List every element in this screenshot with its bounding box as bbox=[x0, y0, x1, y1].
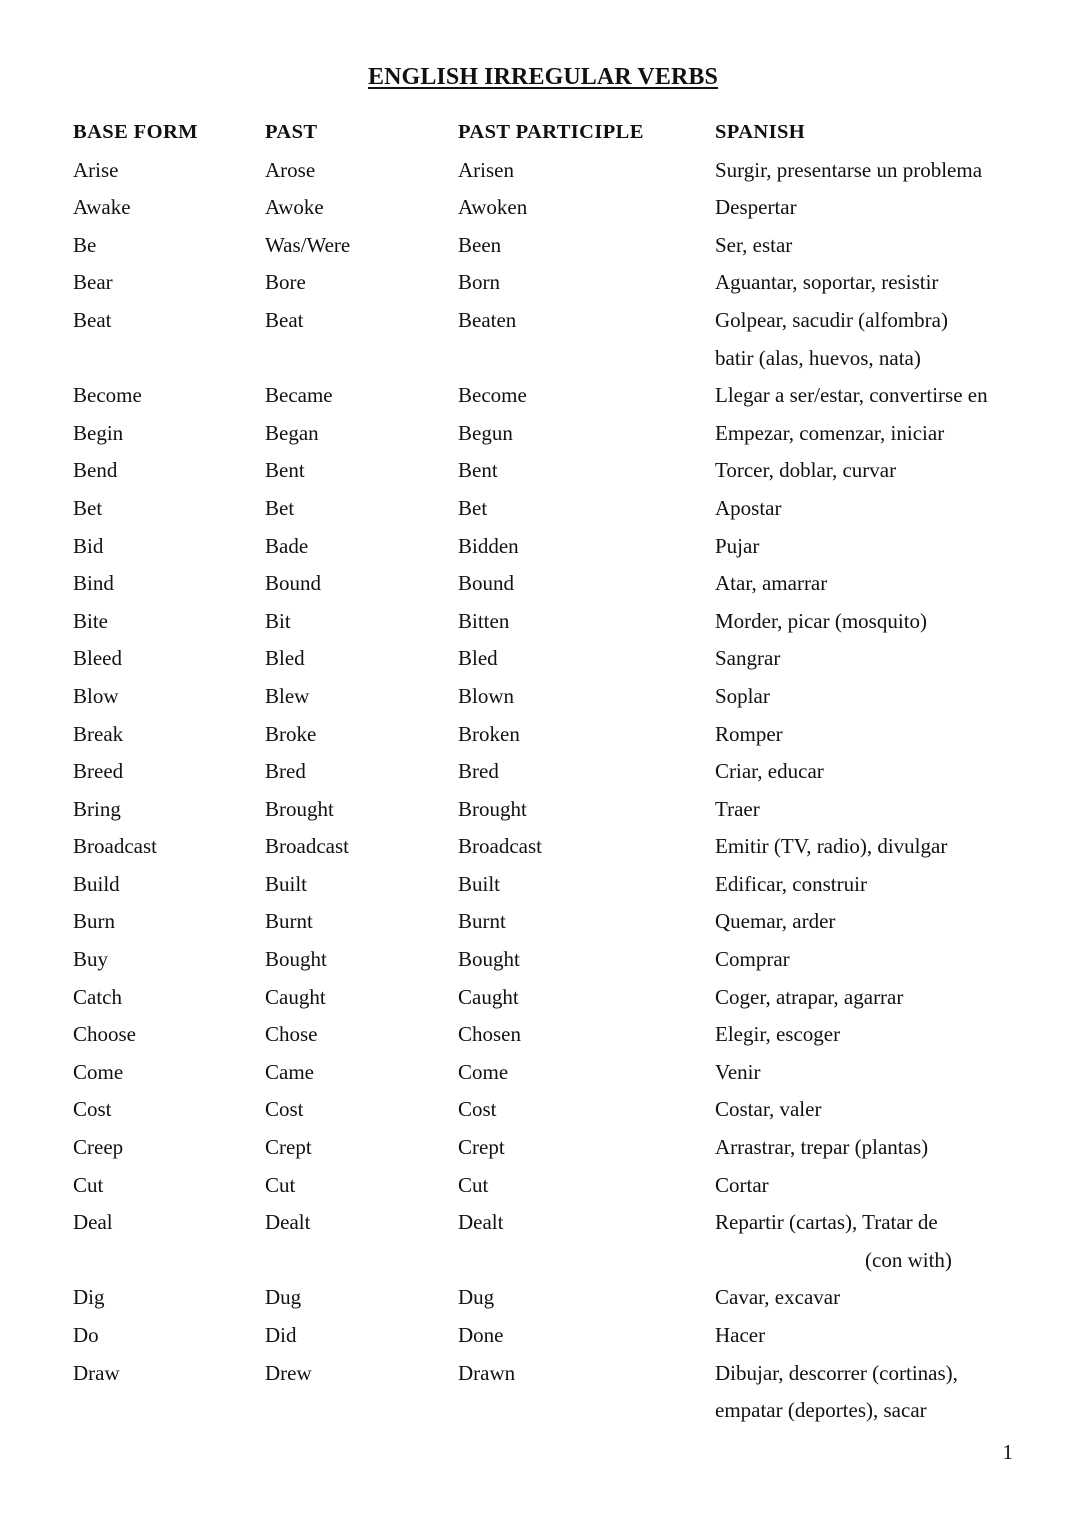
table-row bbox=[73, 1355, 1033, 1393]
cell-base-form: Do bbox=[73, 1323, 99, 1347]
cell-past: Cut bbox=[265, 1172, 296, 1197]
table-row bbox=[73, 565, 1033, 603]
table-row bbox=[73, 1317, 1033, 1355]
cell-past-participle: Awoken bbox=[458, 195, 528, 220]
cell-past: Cost bbox=[265, 1097, 304, 1122]
cell-spanish: Pujar bbox=[715, 533, 760, 558]
header-spanish: SPANISH bbox=[715, 121, 806, 143]
cell-past-participle: Come bbox=[458, 1059, 509, 1084]
cell-spanish: batir (alas, huevos, nata) bbox=[715, 345, 921, 370]
cell-past: Bled bbox=[265, 646, 305, 671]
header-base-form: BASE FORM bbox=[73, 121, 198, 143]
table-row bbox=[73, 941, 1033, 979]
cell-past-participle: Broken bbox=[458, 721, 520, 746]
table-row bbox=[73, 866, 1033, 904]
cell-past-participle: Built bbox=[458, 871, 501, 896]
cell-past-participle: Been bbox=[458, 232, 502, 257]
cell-spanish: Cortar bbox=[715, 1172, 769, 1197]
cell-past: Caught bbox=[265, 984, 326, 1009]
header-past-participle: PAST PARTICIPLE bbox=[458, 121, 644, 143]
cell-past: Arose bbox=[265, 157, 316, 182]
cell-base-form: Burn bbox=[73, 909, 115, 934]
cell-past-participle: Cost bbox=[458, 1097, 497, 1122]
cell-past-participle: Done bbox=[458, 1323, 504, 1347]
cell-spanish: Criar, educar bbox=[715, 759, 824, 784]
cell-base-form: Catch bbox=[73, 984, 122, 1009]
table-row bbox=[73, 903, 1033, 941]
table-row bbox=[73, 753, 1033, 791]
cell-past-participle: Broadcast bbox=[458, 834, 542, 859]
table-row bbox=[73, 640, 1033, 678]
cell-spanish: Hacer bbox=[715, 1323, 766, 1347]
cell-past: Began bbox=[265, 420, 319, 445]
table-row bbox=[73, 1204, 1033, 1242]
table-row bbox=[73, 979, 1033, 1017]
cell-spanish: Coger, atrapar, agarrar bbox=[715, 984, 904, 1009]
cell-spanish: Morder, picar (mosquito) bbox=[715, 608, 928, 633]
cell-base-form: Break bbox=[73, 721, 124, 746]
cell-spanish: empatar (deportes), sacar bbox=[715, 1398, 927, 1423]
cell-past-participle: Blown bbox=[458, 683, 515, 708]
cell-base-form: Bet bbox=[73, 495, 103, 520]
cell-base-form: Begin bbox=[73, 420, 124, 445]
cell-base-form: Arise bbox=[73, 157, 119, 182]
cell-past-participle: Cut bbox=[458, 1172, 489, 1197]
cell-spanish: Despertar bbox=[715, 195, 797, 220]
cell-base-form: Bleed bbox=[73, 646, 122, 671]
cell-spanish: (con with) bbox=[865, 1247, 952, 1272]
table-row bbox=[73, 791, 1033, 829]
table-row-continuation bbox=[73, 1392, 1033, 1430]
cell-past: Came bbox=[265, 1059, 314, 1084]
cell-past-participle: Arisen bbox=[458, 157, 514, 182]
cell-past-participle: Beaten bbox=[458, 307, 517, 332]
cell-spanish: Repartir (cartas), Tratar de bbox=[715, 1210, 938, 1235]
cell-base-form: Be bbox=[73, 232, 97, 257]
table-row bbox=[73, 1279, 1033, 1317]
cell-past: Burnt bbox=[265, 909, 313, 934]
cell-past: Bought bbox=[265, 947, 327, 972]
cell-past-participle: Bred bbox=[458, 759, 499, 784]
cell-past-participle: Bitten bbox=[458, 608, 510, 633]
cell-spanish: Romper bbox=[715, 721, 783, 746]
cell-spanish: Edificar, construir bbox=[715, 871, 867, 896]
cell-past: Dug bbox=[265, 1285, 302, 1310]
table-row bbox=[73, 302, 1033, 340]
cell-past-participle: Dug bbox=[458, 1285, 495, 1310]
cell-base-form: Bear bbox=[73, 270, 113, 295]
cell-spanish: Venir bbox=[715, 1059, 761, 1084]
table-row bbox=[73, 528, 1033, 566]
cell-spanish: Apostar bbox=[715, 495, 782, 520]
table-row bbox=[73, 490, 1033, 528]
table-header bbox=[73, 114, 1033, 152]
page-number: 1 bbox=[1002, 1440, 1013, 1464]
cell-past-participle: Born bbox=[458, 270, 500, 295]
cell-past: Awoke bbox=[265, 195, 324, 220]
cell-base-form: Draw bbox=[73, 1360, 120, 1385]
cell-past-participle: Drawn bbox=[458, 1360, 516, 1385]
cell-base-form: Beat bbox=[73, 307, 112, 332]
table-row bbox=[73, 828, 1033, 866]
cell-base-form: Bid bbox=[73, 533, 104, 558]
cell-base-form: Awake bbox=[73, 195, 131, 220]
cell-past-participle: Become bbox=[458, 383, 527, 408]
cell-spanish: Llegar a ser/estar, convertirse en bbox=[715, 383, 988, 408]
cell-past: Built bbox=[265, 871, 308, 896]
header-past: PAST bbox=[265, 121, 318, 143]
cell-spanish: Empezar, comenzar, iniciar bbox=[715, 420, 945, 445]
cell-base-form: Bite bbox=[73, 608, 108, 633]
cell-past: Brought bbox=[265, 796, 334, 821]
cell-past: Beat bbox=[265, 307, 304, 332]
table-row bbox=[73, 716, 1033, 754]
cell-base-form: Creep bbox=[73, 1135, 124, 1160]
table-row bbox=[73, 678, 1033, 716]
cell-base-form: Choose bbox=[73, 1022, 136, 1047]
cell-base-form: Build bbox=[73, 871, 120, 896]
cell-past-participle: Dealt bbox=[458, 1210, 504, 1235]
cell-past-participle: Bought bbox=[458, 947, 520, 972]
cell-past: Bade bbox=[265, 533, 309, 558]
cell-past-participle: Bound bbox=[458, 571, 515, 596]
cell-spanish: Ser, estar bbox=[715, 232, 793, 257]
cell-past-participle: Begun bbox=[458, 420, 513, 445]
cell-past: Bet bbox=[265, 495, 295, 520]
cell-spanish: Torcer, doblar, curvar bbox=[715, 458, 897, 483]
table-body bbox=[73, 152, 1033, 1430]
cell-spanish: Costar, valer bbox=[715, 1097, 822, 1122]
table-row bbox=[73, 1016, 1033, 1054]
cell-spanish: Golpear, sacudir (alfombra) bbox=[715, 307, 948, 332]
cell-past: Chose bbox=[265, 1022, 318, 1047]
cell-past: Crept bbox=[265, 1135, 312, 1160]
cell-spanish: Traer bbox=[715, 796, 760, 821]
verb-table bbox=[73, 114, 1033, 1430]
cell-base-form: Buy bbox=[73, 947, 109, 972]
table-row bbox=[73, 227, 1033, 265]
cell-past-participle: Bent bbox=[458, 458, 498, 483]
cell-past: Dealt bbox=[265, 1210, 311, 1235]
cell-base-form: Come bbox=[73, 1059, 124, 1084]
cell-spanish: Atar, amarrar bbox=[715, 571, 828, 596]
cell-base-form: Cost bbox=[73, 1097, 112, 1122]
cell-base-form: Bend bbox=[73, 458, 118, 483]
cell-spanish: Cavar, excavar bbox=[715, 1285, 841, 1310]
table-row bbox=[73, 189, 1033, 227]
cell-past-participle: Bled bbox=[458, 646, 498, 671]
cell-past: Bit bbox=[265, 608, 291, 633]
cell-spanish: Surgir, presentarse un problema bbox=[715, 157, 983, 182]
table-row bbox=[73, 1167, 1033, 1205]
cell-base-form: Breed bbox=[73, 759, 124, 784]
cell-spanish: Comprar bbox=[715, 947, 790, 972]
cell-past: Broke bbox=[265, 721, 317, 746]
cell-past: Bent bbox=[265, 458, 305, 483]
cell-spanish: Sangrar bbox=[715, 646, 781, 671]
cell-past: Broadcast bbox=[265, 834, 349, 859]
page-title: ENGLISH IRREGULAR VERBS bbox=[368, 64, 718, 90]
cell-base-form: Broadcast bbox=[73, 834, 157, 859]
cell-past: Blew bbox=[265, 683, 310, 708]
cell-spanish: Quemar, arder bbox=[715, 909, 836, 934]
cell-spanish: Dibujar, descorrer (cortinas), bbox=[715, 1360, 958, 1385]
cell-past-participle: Crept bbox=[458, 1135, 505, 1160]
table-row bbox=[73, 1129, 1033, 1167]
cell-base-form: Bring bbox=[73, 796, 121, 821]
cell-past: Bred bbox=[265, 759, 306, 784]
table-row-continuation bbox=[73, 1242, 1033, 1280]
cell-past-participle: Bet bbox=[458, 495, 488, 520]
cell-spanish: Elegir, escoger bbox=[715, 1022, 841, 1047]
cell-past: Became bbox=[265, 383, 333, 408]
cell-past-participle: Bidden bbox=[458, 533, 519, 558]
cell-past: Bore bbox=[265, 270, 306, 295]
cell-base-form: Become bbox=[73, 383, 142, 408]
table-row bbox=[73, 1091, 1033, 1129]
cell-past-participle: Burnt bbox=[458, 909, 506, 934]
cell-past: Bound bbox=[265, 571, 322, 596]
cell-base-form: Blow bbox=[73, 683, 119, 708]
cell-past: Did bbox=[265, 1323, 297, 1347]
table-row bbox=[73, 1054, 1033, 1092]
table-row-continuation bbox=[73, 340, 1033, 378]
table-row bbox=[73, 264, 1033, 302]
table-row bbox=[73, 452, 1033, 490]
cell-spanish: Arrastrar, trepar (plantas) bbox=[715, 1135, 929, 1160]
cell-spanish: Aguantar, soportar, resistir bbox=[715, 270, 939, 295]
cell-past: Drew bbox=[265, 1360, 312, 1385]
cell-past-participle: Brought bbox=[458, 796, 527, 821]
cell-spanish: Soplar bbox=[715, 683, 770, 708]
cell-base-form: Cut bbox=[73, 1172, 104, 1197]
cell-base-form: Bind bbox=[73, 571, 114, 596]
table-row bbox=[73, 377, 1033, 415]
cell-spanish: Emitir (TV, radio), divulgar bbox=[715, 834, 948, 859]
cell-base-form: Deal bbox=[73, 1210, 113, 1235]
cell-past-participle: Chosen bbox=[458, 1022, 521, 1047]
cell-past-participle: Caught bbox=[458, 984, 519, 1009]
cell-past: Was/Were bbox=[265, 232, 351, 257]
cell-base-form: Dig bbox=[73, 1285, 105, 1310]
table-row bbox=[73, 603, 1033, 641]
table-row bbox=[73, 152, 1033, 190]
table-row bbox=[73, 415, 1033, 453]
